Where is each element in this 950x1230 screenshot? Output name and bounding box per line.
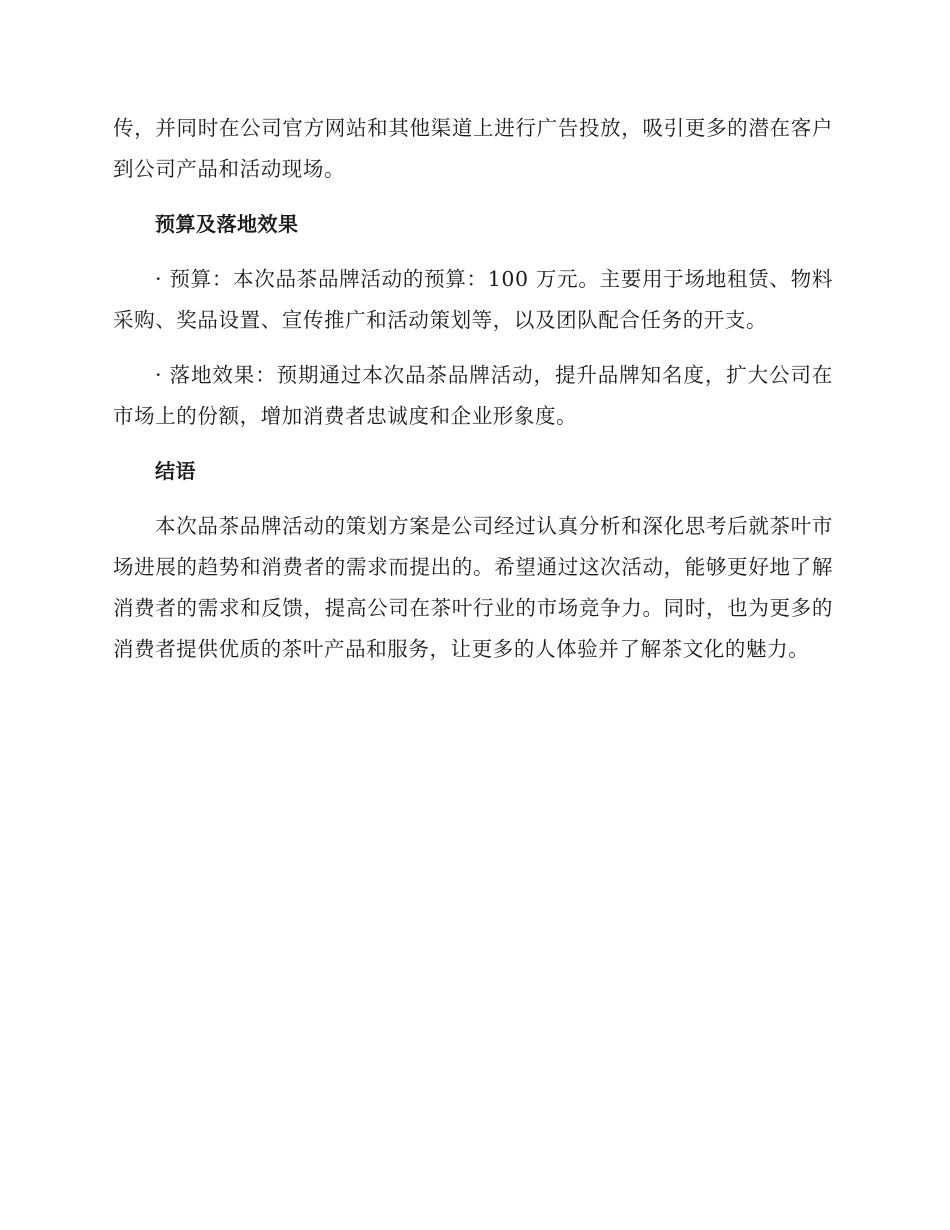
effect-item: · 落地效果：预期通过本次品茶品牌活动，提升品牌知名度，扩大公司在市场上的份额，增加消费者忠诚度和企业形象度。 [113,363,833,428]
budget-item: · 预算：本次品茶品牌活动的预算：100 万元。主要用于场地租赁、物料采购、奖品设置、宣传推广和活动策划等，以及团队配合任务的开支。 [113,267,833,332]
section-heading-conclusion: 结语 [155,459,196,483]
continuation-paragraph: 传，并同时在公司官方网站和其他渠道上进行广告投放，吸引更多的潜在客户到公司产品和活动现场。 [113,116,833,181]
conclusion-paragraph: 本次品茶品牌活动的策划方案是公司经过认真分析和深化思考后就茶叶市场进展的趋势和消费者的需求而提出的。希望通过这次活动，能够更好地了解消费者的需求和反馈，提高公司在茶叶行业的市场竞争力。同时，也为更多的消费者提供优质的茶叶产品和服务，让更多的人体验并了解茶文化的魅力。 [113,514,833,661]
section-heading-budget: 预算及落地效果 [155,212,299,236]
document-page [113,108,833,684]
